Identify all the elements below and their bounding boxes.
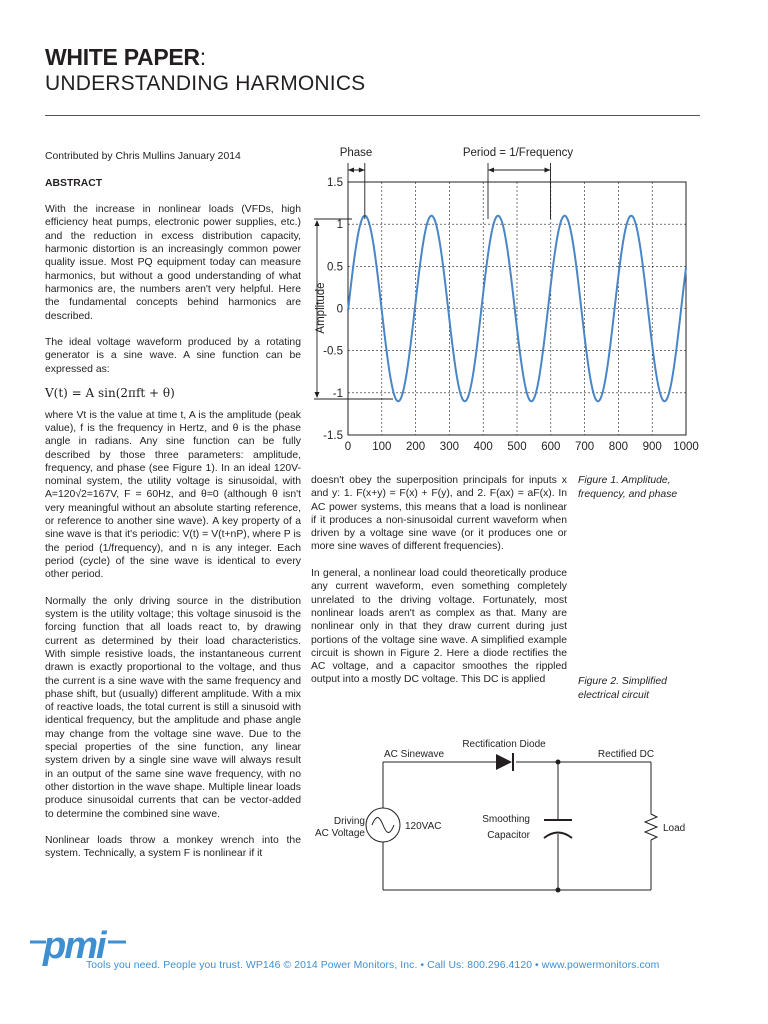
y-tick-label: 0 [336, 303, 343, 316]
source-value-label: 120VAC [405, 821, 442, 832]
smoothing-label: Smoothing [482, 814, 530, 825]
title-colon: : [199, 44, 206, 70]
annotation-lines [314, 163, 551, 399]
x-tick-label: 800 [608, 441, 628, 453]
ac-voltage-label: AC Voltage [314, 828, 365, 839]
load-label: Load [663, 823, 686, 834]
logo-text: pmi [43, 925, 105, 967]
paragraph: In general, a nonlinear load could theoretically produce any current waveform, even something completely unrelated to the driving voltage. Fortunately, most nonlinear loads aren't as complex as that. Many are nonlinear only in that they draw current during just portions of the voltage sine wave. A simplified example circuit is shown in Figure 2. Here a diode rectifies the AC voltage, and a capacitor smoothes the rippled output into a mostly DC voltage. This DC is applied [311, 568, 567, 686]
x-tick-label: 900 [642, 441, 662, 453]
header-rule [45, 115, 700, 116]
x-tick-label: 400 [473, 441, 493, 453]
rect-diode-label: Rectification Diode [462, 739, 546, 750]
driving-label: Driving [333, 816, 365, 827]
paragraph: Normally the only driving source in the distribution system is the utility voltage; this voltage sinusoid is the forcing function that all loads react to, by drawing current as determined by their load characteristics. With simple resistive loads, the instantaneous current drawn is exactly proportional to the voltage, and thus the current is a sine wave with the same frequency and phase shift, but (usually) different amplitude. With a mix of reactive loads, the total current is still a sinusoid with identical frequency, but the amplitude and phase angle may change from the voltage sine wave. Due to the special properties of the sine function, any linear system driven by a single sine wave will always result in an output of the same sine wave frequency, with no other distortion in the wave shape. Multiple linear loads produce sinusoidal currents that can be vector-added to determine the combined sine wave. [45, 595, 301, 820]
ac-source-symbol [366, 808, 400, 842]
footer-text: Tools you need. People you trust. WP146 © 2014 Power Monitors, Inc. • Call Us: 800.296.4120 • www.powermonitors.com [86, 960, 660, 971]
abstract-heading: ABSTRACT [45, 177, 103, 189]
y-tick-label: 1 [336, 219, 343, 232]
pmi-logo [30, 922, 130, 980]
x-tick-label: 1000 [673, 441, 699, 453]
paragraph: The ideal voltage waveform produced by a rotating generator is a sine wave. A sine function can be expressed as: [45, 337, 301, 375]
y-tick-label: -0.5 [323, 345, 343, 358]
byline: Contributed by Chris Mullins January 2014 [45, 151, 241, 162]
x-tick-label: 600 [541, 441, 561, 453]
y-tick-label: 1.5 [327, 177, 343, 189]
sine-chart [300, 140, 710, 455]
x-tick-label: 100 [372, 441, 392, 453]
y-tick-label: -1.5 [323, 430, 343, 442]
page-title [45, 44, 206, 71]
y-tick-label: -1 [332, 387, 343, 400]
x-tick-label: 500 [507, 441, 527, 453]
x-tick-label: 200 [406, 441, 426, 453]
annotation-arrows [315, 168, 551, 399]
y-axis-label: Amplitude [315, 282, 327, 334]
title-bold: WHITE PAPER [45, 44, 200, 70]
circuit-diagram [308, 730, 708, 900]
page-subtitle: UNDERSTANDING HARMONICS [45, 72, 366, 95]
capacitor-label: Capacitor [487, 830, 530, 841]
x-tick-label: 300 [439, 441, 459, 453]
column-middle [311, 474, 567, 700]
diode-symbol [496, 753, 513, 771]
rect-dc-label: Rectified DC [597, 749, 655, 760]
figure-2-caption: Figure 2. Simplified electrical circuit [578, 676, 667, 701]
x-tick-labels [345, 441, 699, 453]
load-resistor-symbol [645, 814, 657, 840]
y-tick-label: 0.5 [327, 261, 343, 274]
column-left [45, 150, 301, 874]
paragraph: Nonlinear loads throw a monkey wrench into the system. Technically, a system F is nonlinear if it [45, 835, 301, 860]
paragraph: where Vt is the value at time t, A is the amplitude (peak value), f is the frequency in Hertz, and θ is the phase angle in radians. Any sine function can be fully described by those three parameters: amplitude, frequency, and phase (see Figure 1). In an ideal 120V-nominal system, the utility voltage is sinusoidal, with A=120√2=167V, F = 60Hz, and θ=0 (although θ isn't very meaningful without an absolute starting reference, or reference to another sine wave). A key property of a sine wave is that it's periodic: V(t) = V(t+nP), where P is the period (1/frequency), and n is any integer. Each period (cycle) of the sine wave is identical to every other period. [45, 409, 301, 581]
sine-equation: V(t) = A sin(2πft + θ) [45, 386, 175, 401]
x-tick-label: 700 [575, 441, 595, 453]
figure-1-caption: Figure 1. Amplitude, frequency, and phase [578, 475, 678, 500]
ac-sinewave-label: AC Sinewave [383, 749, 445, 760]
period-label: Period = 1/Frequency [462, 147, 574, 159]
paragraph: With the increase in nonlinear loads (VFDs, high efficiency heat pumps, electronic power supplies, etc.) and the reduction in excess distribution capacity, harmonic distortion is an increasingly common power quality issue. Most PQ equipment today can measure harmonics, but without a good understanding of what harmonics are, the numbers aren't very helpful. Here the fundamental concepts behind harmonics are described. [45, 204, 301, 322]
phase-label: Phase [339, 147, 373, 159]
paragraph: doesn't obey the superposition principals for inputs x and y: 1. F(x+y) = F(x) + F(y), and 2. F(ax) = aF(x). In AC power systems, this means that a load is nonlinear if it produces a non-sinusoidal current waveform when driven by a voltage sine wave (or it produces one or more sine waves of different frequencies). [311, 475, 567, 553]
x-tick-label: 0 [344, 441, 352, 453]
